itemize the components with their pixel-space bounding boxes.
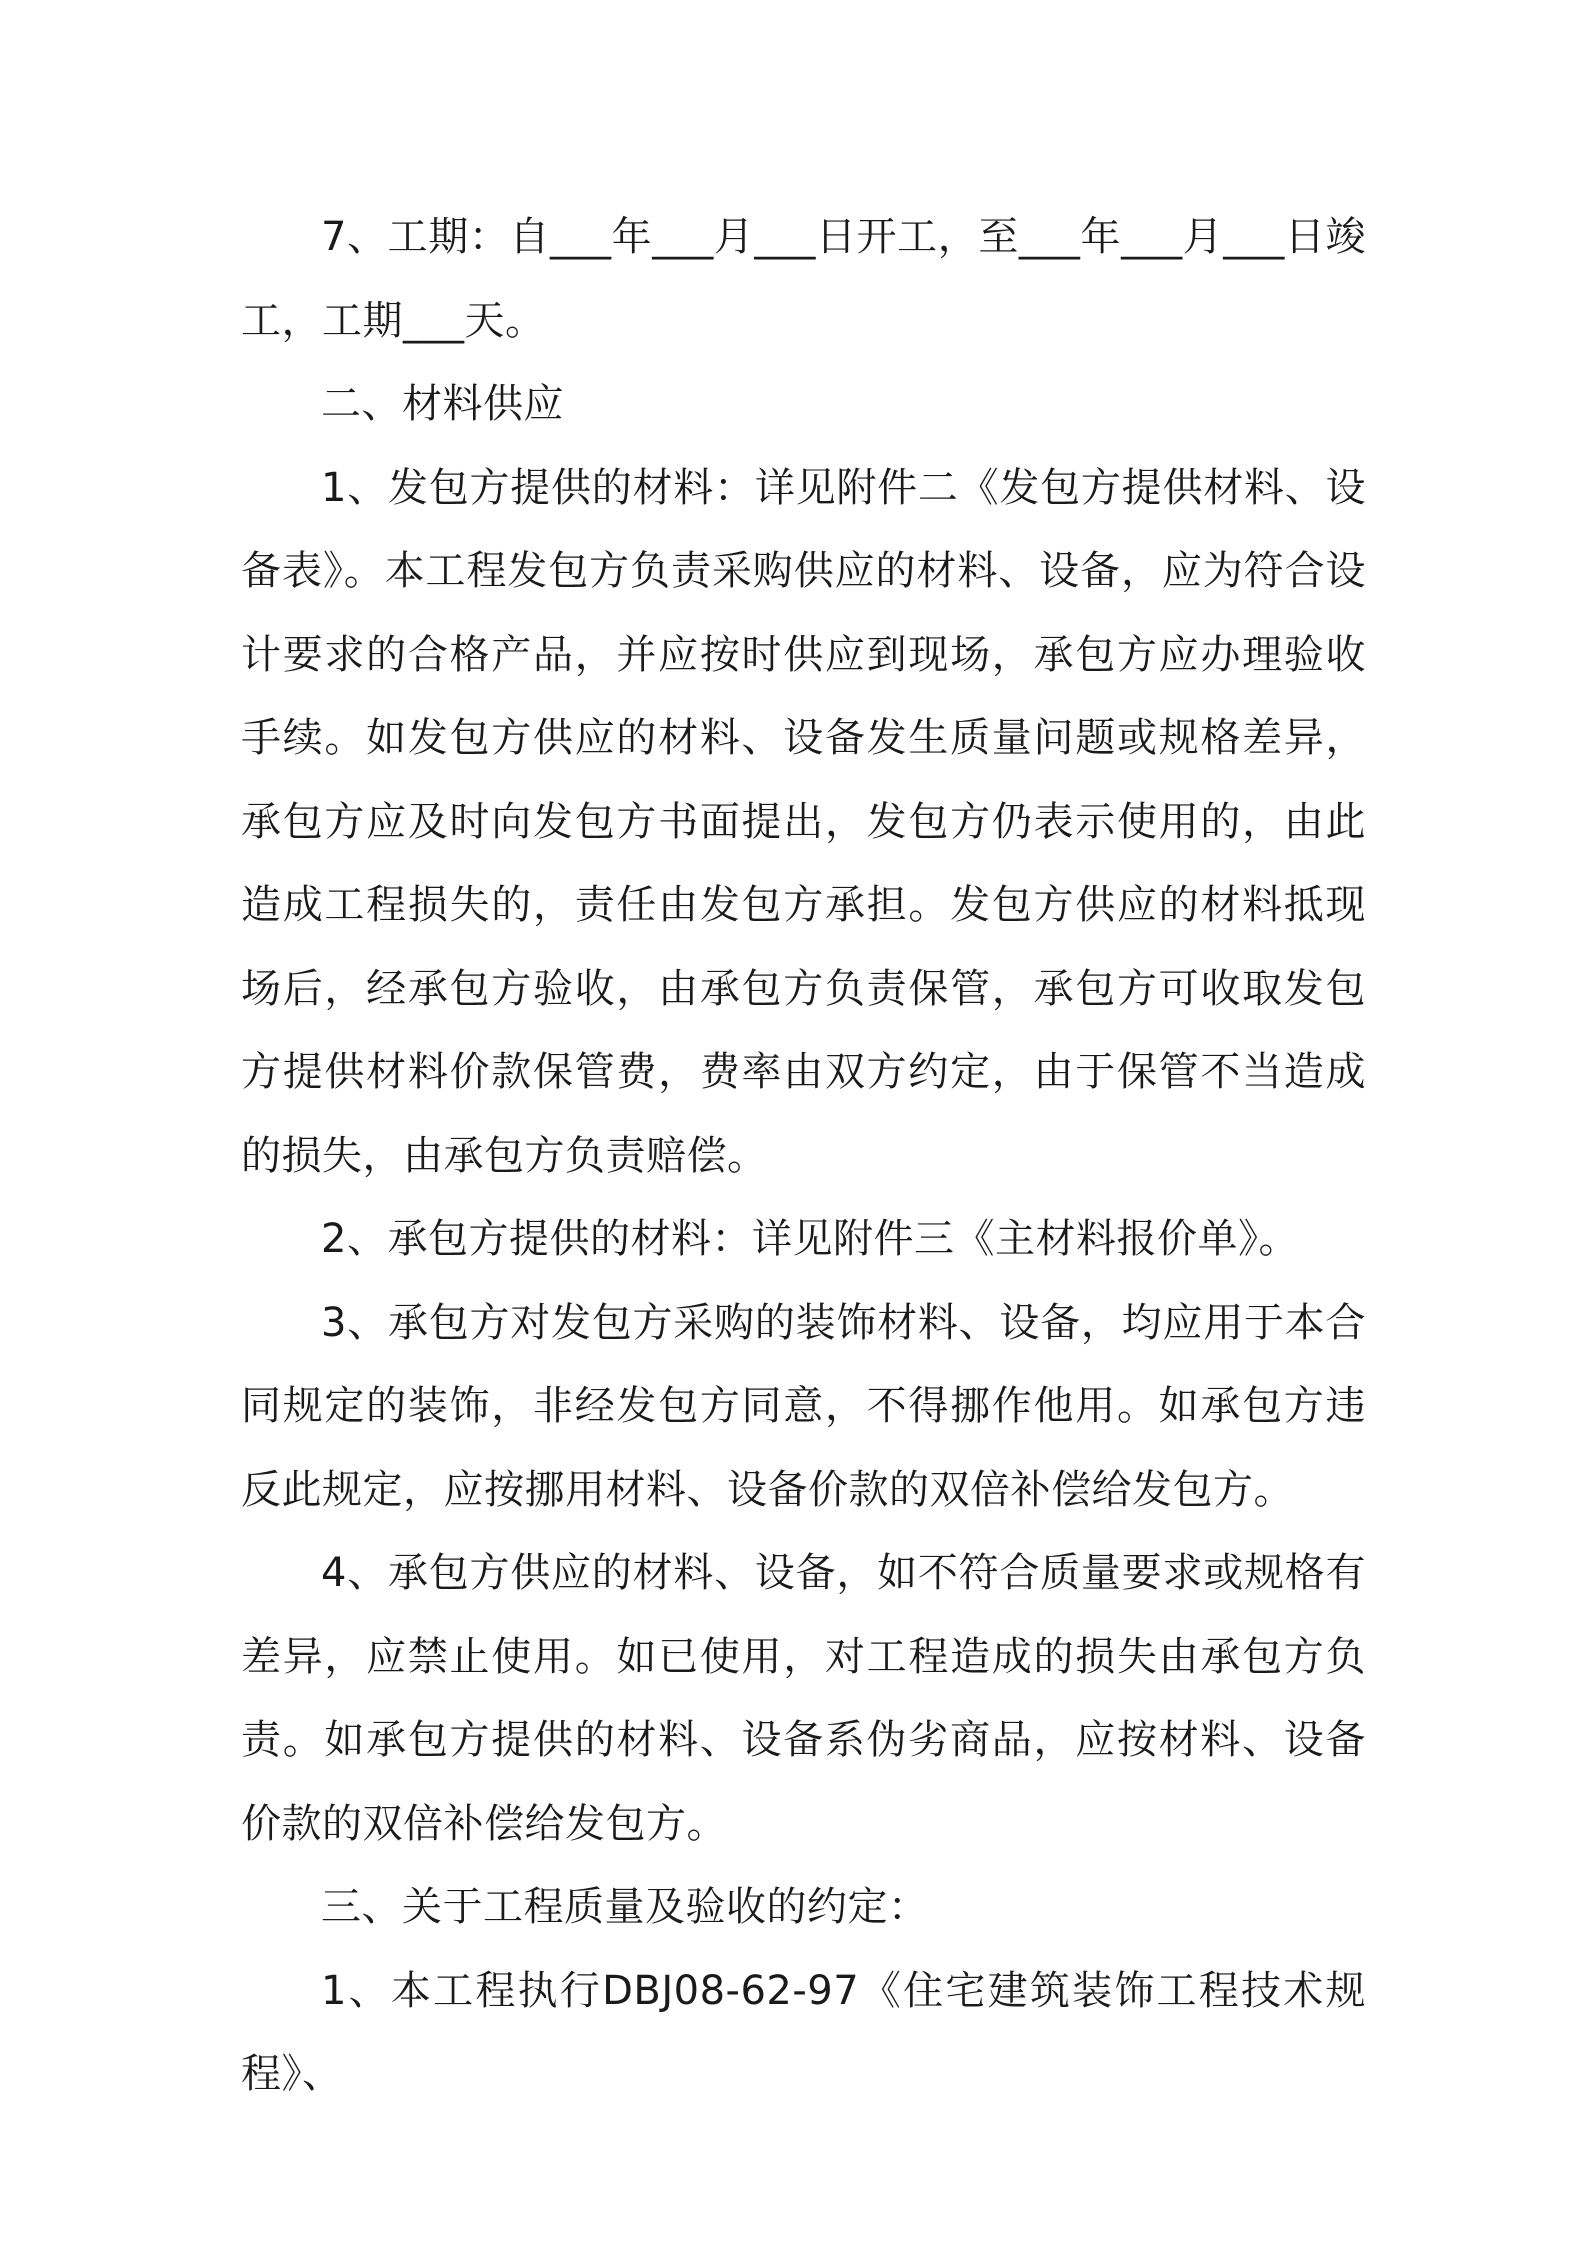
paragraph-technical-standard: 1、本工程执行DBJ08-62-97《住宅建筑装饰工程技术规程》、 (241, 1967, 1366, 2097)
paragraph-construction-period: 7、工期：自___年___月___日开工，至___年___月___日竣工，工期___天。 (241, 214, 1366, 344)
paragraph-materials-usage: 3、承包方对发包方采购的装饰材料、设备，均应用于本合同规定的装饰，非经发包方同意，不得挪作他用。如承包方违反此规定，应按挪用材料、设备价款的双倍补偿给发包方。 (241, 1299, 1366, 1513)
paragraph-employer-materials: 1、发包方提供的材料：详见附件二《发包方提供材料、设备表》。本工程发包方负责采购供应的材料、设备，应为符合设计要求的合格产品，并应按时供应到现场，承包方应办理验收手续。如发包方供应的材料、设备发生质量问题或规格差异，承包方应及时向发包方书面提出，发包方仍表示使用的，由此造成工程损失的，责任由发包方承担。发包方供应的材料抵现场后，经承包方验收，由承包方负责保管，承包方可收取发包方提供材料价款保管费，费率由双方约定，由于保管不当造成的损失，由承包方负责赔偿。 (241, 464, 1366, 1179)
section-heading-material-supply: 二、材料供应 (321, 381, 564, 427)
paragraph-contractor-materials: 2、承包方提供的材料：详见附件三《主材料报价单》。 (321, 1216, 1299, 1262)
section-heading-quality-acceptance: 三、关于工程质量及验收的约定： (321, 1884, 929, 1930)
document-body (241, 196, 1366, 2117)
paragraph-nonconforming-materials: 4、承包方供应的材料、设备，如不符合质量要求或规格有差异，应禁止使用。如已使用，对工程造成的损失由承包方负责。如承包方提供的材料、设备系伪劣商品，应按材料、设备价款的双倍补偿给发包方。 (241, 1550, 1366, 1847)
